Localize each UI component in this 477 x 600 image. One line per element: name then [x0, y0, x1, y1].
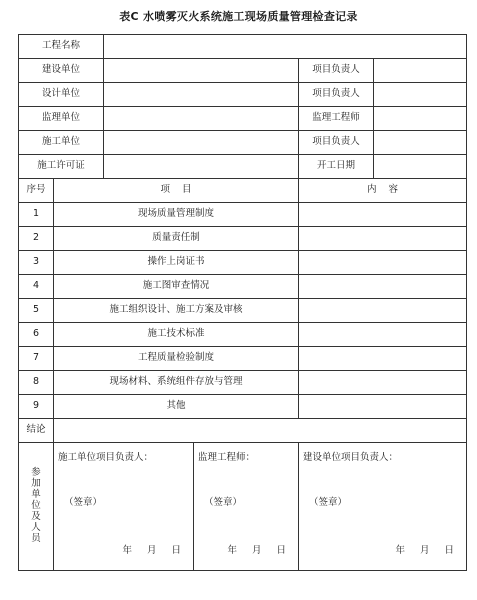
signature-supervising-engineer[interactable] [194, 443, 299, 571]
signature-builder-leader[interactable] [54, 443, 194, 571]
item-content-field[interactable] [299, 323, 467, 347]
item-number: 8 [19, 371, 54, 395]
item-label: 操作上岗证书 [54, 251, 299, 275]
field-supervising-engineer[interactable] [374, 107, 467, 131]
row-project-name [19, 35, 467, 59]
label-conclusion: 结论 [19, 419, 54, 443]
row-supervision-unit [19, 107, 467, 131]
supervising-seal-label: （签章） [204, 497, 243, 508]
label-construction-unit: 建设单位 [19, 59, 104, 83]
table-row [19, 227, 467, 251]
label-design-unit: 设计单位 [19, 83, 104, 107]
item-number: 9 [19, 395, 54, 419]
item-label: 现场质量管理制度 [54, 203, 299, 227]
table-row [19, 251, 467, 275]
item-number: 2 [19, 227, 54, 251]
column-header-content: 内 容 [299, 179, 467, 203]
supervising-date-label: 年 月 日 [227, 545, 287, 556]
field-conclusion[interactable] [54, 419, 467, 443]
builder-leader-label: 施工单位项目负责人： [58, 452, 154, 463]
row-builder-unit [19, 131, 467, 155]
item-content-field[interactable] [299, 395, 467, 419]
label-supervision-unit: 监理单位 [19, 107, 104, 131]
field-construction-leader[interactable] [374, 59, 467, 83]
quality-inspection-form [18, 34, 467, 571]
label-permit: 施工许可证 [19, 155, 104, 179]
item-content-field[interactable] [299, 251, 467, 275]
construction-seal-label: （签章） [309, 497, 348, 508]
row-conclusion [19, 419, 467, 443]
row-design-unit [19, 83, 467, 107]
field-permit[interactable] [104, 155, 299, 179]
item-label: 施工技术标准 [54, 323, 299, 347]
item-content-field[interactable] [299, 347, 467, 371]
item-content-field[interactable] [299, 371, 467, 395]
field-construction-unit[interactable] [104, 59, 299, 83]
signature-construction-leader[interactable] [299, 443, 467, 571]
item-number: 4 [19, 275, 54, 299]
item-number: 7 [19, 347, 54, 371]
item-content-field[interactable] [299, 275, 467, 299]
construction-leader-label: 建设单位项目负责人： [303, 452, 399, 463]
label-project-name: 工程名称 [19, 35, 104, 59]
row-construction-unit [19, 59, 467, 83]
item-number: 3 [19, 251, 54, 275]
page-title: 表C 水喷雾灭火系统施工现场质量管理检查记录 [119, 10, 358, 23]
label-supervising-engineer: 监理工程师 [299, 107, 374, 131]
item-label: 施工图审查情况 [54, 275, 299, 299]
label-start-date: 开工日期 [299, 155, 374, 179]
table-row [19, 395, 467, 419]
item-content-field[interactable] [299, 299, 467, 323]
column-header-item: 项 目 [54, 179, 299, 203]
row-participants [19, 443, 467, 571]
field-design-unit[interactable] [104, 83, 299, 107]
field-supervision-unit[interactable] [104, 107, 299, 131]
field-builder-unit[interactable] [104, 131, 299, 155]
supervising-engineer-label: 监理工程师： [198, 452, 256, 463]
item-label: 工程质量检验制度 [54, 347, 299, 371]
item-content-field[interactable] [299, 227, 467, 251]
label-construction-leader: 项目负责人 [299, 59, 374, 83]
label-participants: 参 加 单 位 及 人 员 [19, 443, 54, 571]
table-row [19, 347, 467, 371]
builder-date-label: 年 月 日 [122, 545, 182, 556]
item-number: 1 [19, 203, 54, 227]
table-row [19, 371, 467, 395]
item-content-field[interactable] [299, 203, 467, 227]
item-label: 现场材料、系统组件存放与管理 [54, 371, 299, 395]
label-builder-unit: 施工单位 [19, 131, 104, 155]
row-permit [19, 155, 467, 179]
label-design-leader: 项目负责人 [299, 83, 374, 107]
table-row [19, 275, 467, 299]
construction-date-label: 年 月 日 [395, 545, 455, 556]
item-number: 6 [19, 323, 54, 347]
row-column-headers [19, 179, 467, 203]
field-start-date[interactable] [374, 155, 467, 179]
label-builder-leader: 项目负责人 [299, 131, 374, 155]
table-row [19, 299, 467, 323]
field-builder-leader[interactable] [374, 131, 467, 155]
field-project-name[interactable] [104, 35, 467, 59]
item-label: 施工组织设计、施工方案及审核 [54, 299, 299, 323]
builder-seal-label: （签章） [64, 497, 103, 508]
table-row [19, 323, 467, 347]
item-label: 质量责任制 [54, 227, 299, 251]
column-header-seq: 序号 [19, 179, 54, 203]
item-label: 其他 [54, 395, 299, 419]
item-number: 5 [19, 299, 54, 323]
table-row [19, 203, 467, 227]
field-design-leader[interactable] [374, 83, 467, 107]
